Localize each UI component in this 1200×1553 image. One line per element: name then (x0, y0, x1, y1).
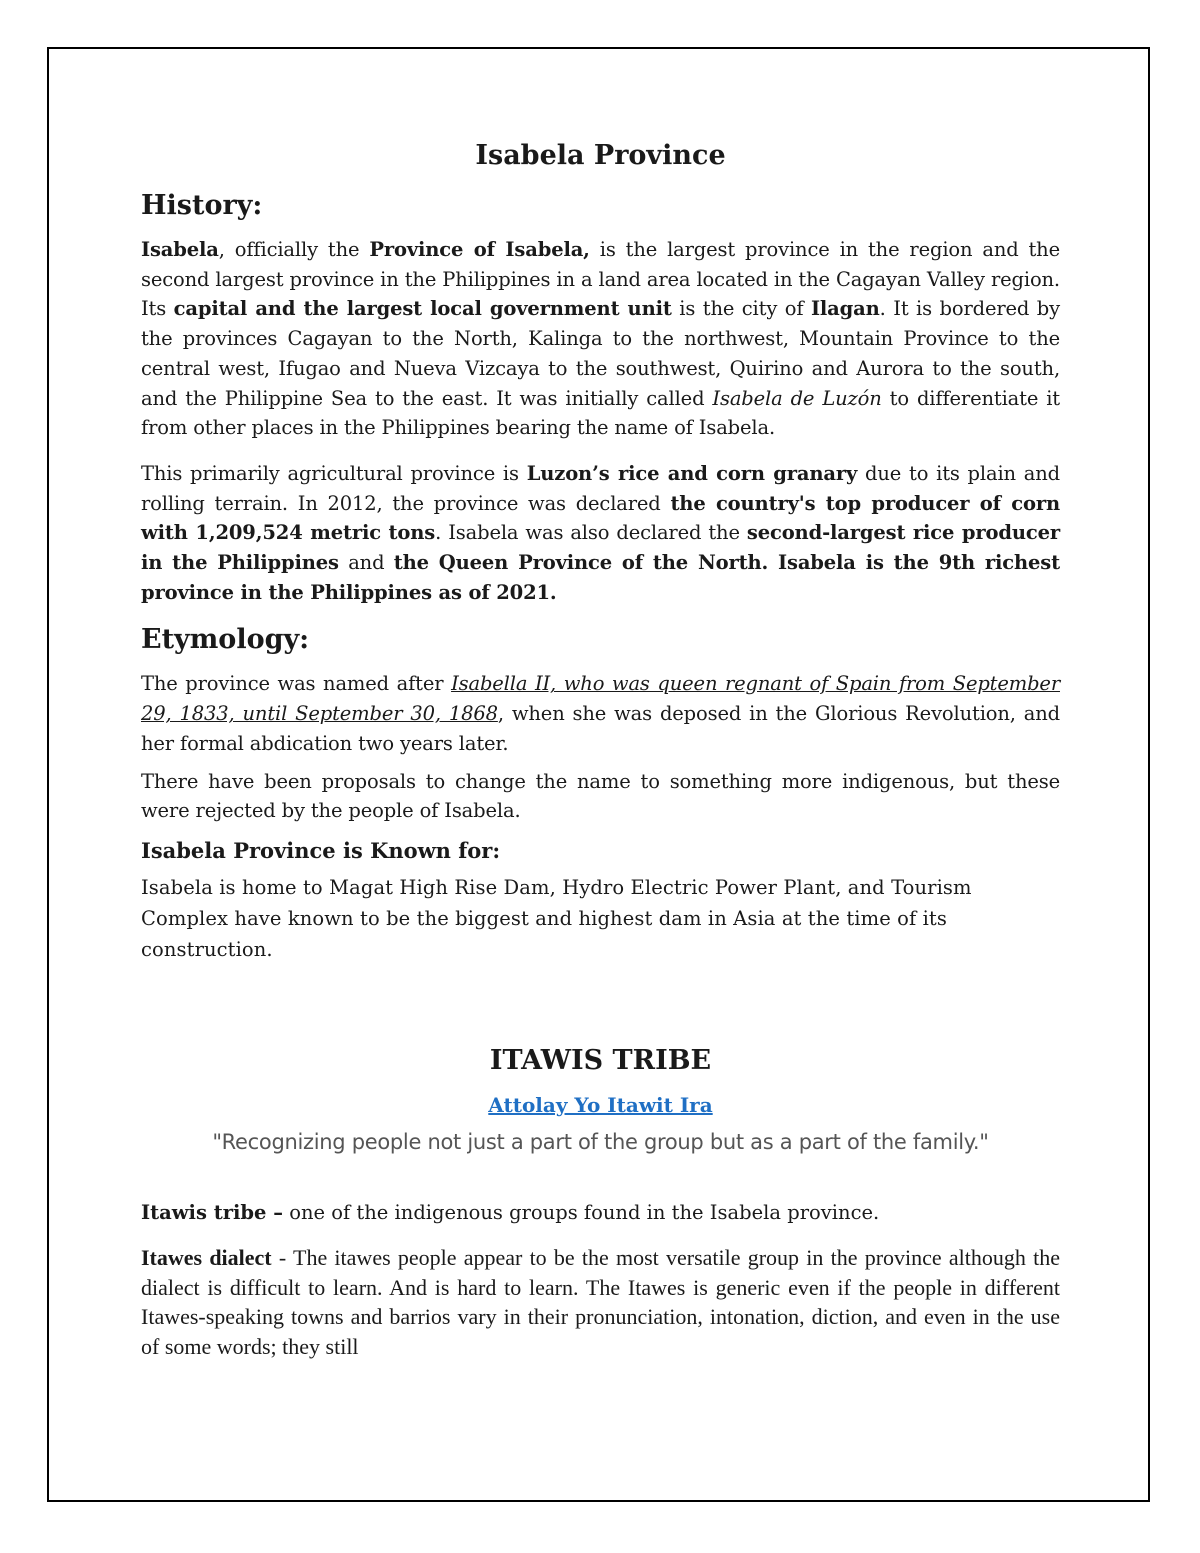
etymology-p1-underlined: Isabella II, who was queen regnant of Spain from September 29, 1833, until September 30, 1868 (141, 672, 1060, 726)
document-title: Isabela Province (475, 140, 726, 171)
known-for-heading: Isabela Province is Known for: (141, 837, 501, 863)
itawis-dialect-text: - The itawes people appear to be the most versatile group in the province although the dialect is difficult to learn. And is hard to learn. The Itawes is generic even if the people in different Itawes-speaking towns and barrios vary in their pronunciation, intonation, diction, and even in the use of some words; they still (141, 1245, 1060, 1359)
known-for-text: Isabela is home to Magat High Rise Dam, Hydro Electric Power Plant, and Tourism Complex have known to be the biggest and highest dam in Asia at the time of its construction. (141, 875, 972, 961)
document-content (141, 140, 1060, 1361)
itawis-quote: "Recognizing people not just a part of the group but as a part of the family." (212, 1129, 989, 1154)
etymology-p1-text-2: , when she was deposed in the Glorious Revolution, and her formal abdication two years later. (141, 702, 1060, 755)
etymology-heading: Etymology: (141, 624, 310, 656)
history-p2-text-1: This primarily agricultural province is (141, 461, 527, 485)
history-p1-text-1: , officially the (218, 238, 370, 261)
history-p2-bold-granary: Luzon’s rice and corn granary (526, 461, 858, 485)
itawis-dialect-label: Itawes dialect (141, 1245, 272, 1271)
itawis-dialect-paragraph (141, 1243, 1060, 1361)
history-heading: History: (141, 190, 263, 221)
itawis-title: ITAWIS TRIBE (489, 1044, 712, 1076)
history-p1-italic-name: Isabela de Luzón (712, 386, 882, 410)
itawis-tribe-text: one of the indigenous groups found in the Isabela province. (283, 1200, 880, 1224)
history-p2-bold-corn: the country's top producer of corn with 1,209,524 metric tons (141, 491, 1060, 545)
history-p1-text-5: to differentiate it from other places in the Philippines bearing the name of Isabela. (141, 386, 1060, 440)
history-p1-text-2: is the largest province in the region and the second largest province in the Philippines in a land area located in the Cagayan Valley region. Its (141, 238, 1060, 321)
history-p2-text-3: . Isabela was also declared the (435, 521, 747, 545)
history-p1-text-3: is the city of (671, 297, 811, 321)
history-p1-text-4: . It is bordered by the provinces Cagayan to the North, Kalinga to the northwest, Mountain Province to the central west, Ifugao and Nueva Vizcaya to the southwest, Quirino and Aurora to the south, and the Philippine Sea to the east. It was initially called (141, 297, 1060, 410)
itawis-tribe-paragraph (141, 1198, 1060, 1228)
history-p2-bold-rice: second-largest rice producer in the Philippines (141, 521, 1060, 575)
etymology-paragraph-2: There have been proposals to change the name to something more indigenous, but these were rejected by the people of Isabela. (141, 769, 1060, 823)
history-p2-text-4: and (338, 551, 394, 575)
history-p1-bold-capital: capital and the largest local government unit (173, 297, 672, 321)
history-p1-bold-ilagan: Ilagan (810, 297, 880, 321)
itawis-link[interactable]: Attolay Yo Itawit Ira (488, 1092, 713, 1117)
history-p2-bold-queen: the Queen Province of the North. Isabela is the 9th richest province in the Philippines as of 2021. (141, 551, 1060, 604)
history-paragraph-2 (141, 459, 1060, 608)
etymology-p1-text-1: The province was named after (141, 672, 452, 696)
history-p1-bold-isabela: Isabela (141, 238, 219, 261)
etymology-paragraph-1 (141, 669, 1060, 758)
history-p1-bold-province: Province of Isabela, (369, 238, 590, 261)
itawis-tribe-label: Itawis tribe – (141, 1200, 283, 1224)
history-p2-text-2: due to its plain and rolling terrain. In 2012, the province was declared (141, 461, 1060, 515)
history-paragraph-1 (141, 235, 1060, 443)
